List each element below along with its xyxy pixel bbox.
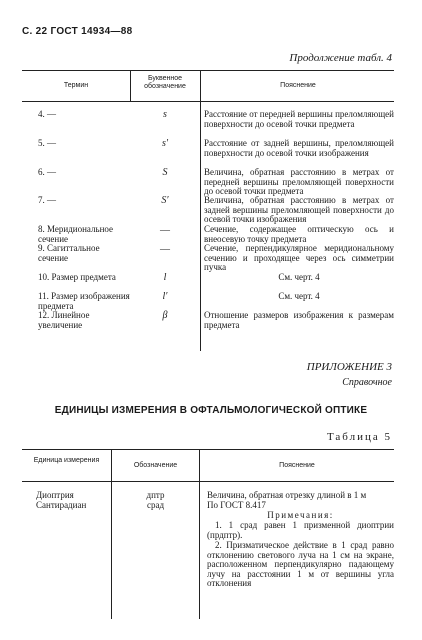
unit-symbol: срад — [146, 500, 165, 510]
table-row-symbol: l — [163, 272, 167, 283]
table-row-term: 10. Размер предмета — [38, 272, 116, 282]
table-top-rule — [22, 449, 394, 450]
column-divider — [111, 449, 112, 619]
table-top-rule — [22, 70, 394, 71]
table-row-symbol: β — [162, 310, 168, 321]
column-divider — [130, 70, 131, 101]
unit-name: Сантирадиан — [36, 500, 87, 510]
table-row-symbol: — — [160, 244, 170, 255]
table-row-term: 12. Линейное увеличение — [38, 310, 90, 330]
unit-symbol: дптр — [146, 490, 165, 500]
column-header-term: Термин — [63, 82, 89, 89]
column-divider — [200, 101, 201, 351]
table-row-explanation: См. черт. 4 — [278, 272, 320, 282]
column-header-symbol: Обозначение — [133, 462, 178, 469]
table-row-term: 8. Меридиональное сечение — [38, 224, 113, 244]
column-divider — [200, 70, 201, 101]
table-row-term: 4. — — [38, 109, 56, 119]
explanation-line: По ГОСТ 8.417 — [207, 500, 266, 510]
table-row-term: 9. Сагиттальное сечение — [38, 243, 100, 263]
table-row-symbol: s — [163, 109, 167, 120]
appendix-title: ПРИЛОЖЕНИЕ 3 — [306, 361, 392, 373]
table-5-caption: Таблица 5 — [326, 431, 392, 443]
table-continuation-caption: Продолжение табл. 4 — [289, 52, 392, 64]
table-row-term: 11. Размер изображения предмета — [38, 291, 130, 311]
page-header: С. 22 ГОСТ 14934—88 — [22, 26, 133, 37]
table-row-explanation: Величина, обратная расстоянию в метрах от передней вершины преломляющей поверхности до осевой точки предмета — [204, 167, 394, 197]
table-row-explanation: Расстояние от передней вершины преломляющей поверхности до осевой точки предмета — [204, 109, 394, 129]
column-divider — [199, 449, 200, 619]
explanation-line: Величина, обратная отрезку длиной в 1 м — [207, 490, 367, 500]
table-row-explanation: Сечение, перпендикулярное меридиональному сечению и проходящее через ось симметрии пучка — [204, 243, 394, 273]
column-header-explanation: Пояснение — [280, 82, 316, 89]
appendix-subtitle: Справочное — [342, 377, 392, 388]
table-row-symbol: S′ — [161, 195, 169, 206]
table-row-explanation: Сечение, содержащее оптическую ось и внеосевую точку предмета — [204, 224, 394, 244]
table-header-rule — [22, 101, 394, 102]
table-row-explanation: См. черт. 4 — [278, 291, 320, 301]
table-row-symbol: — — [160, 225, 170, 236]
table-row-explanation: Расстояние от задней вершины, преломляющей поверхности до осевой точки изображения — [204, 138, 394, 158]
table-header-rule — [22, 481, 394, 482]
note-2: 2. Призматическое действие в 1 срад равно отклонению светового луча на 1 см на экране, расположенном перпендикулярно падающему лучу на расстоянии 1 м от вершины угла отклонения — [207, 540, 394, 589]
column-header-symbol: Буквенное обозначение — [144, 75, 186, 90]
note-1: 1. 1 срад равен 1 призменной диоптрии (прдптр). — [207, 520, 394, 540]
table-row-symbol: S — [162, 167, 168, 178]
notes-heading: Примечания: — [267, 510, 334, 520]
table-row-symbol: s′ — [161, 138, 169, 149]
column-header-explanation: Пояснение — [279, 462, 315, 469]
table-row-term: 5. — — [38, 138, 56, 148]
column-header-unit: Единица измерения — [33, 457, 100, 464]
table-row-term: 6. — — [38, 167, 56, 177]
table-row-explanation: Отношение размеров изображения к размерам предмета — [204, 310, 394, 330]
table-row-explanation: Величина, обратная расстоянию в метрах от задней вершины преломляющей поверхности до осевой точки изображения — [204, 195, 394, 225]
section-title: ЕДИНИЦЫ ИЗМЕРЕНИЯ В ОФТАЛЬМОЛОГИЧЕСКОЙ ОПТИКЕ — [54, 405, 368, 416]
unit-name: Диоптрия — [36, 490, 74, 500]
table-row-term: 7. — — [38, 195, 56, 205]
table-row-symbol: l′ — [162, 291, 168, 302]
